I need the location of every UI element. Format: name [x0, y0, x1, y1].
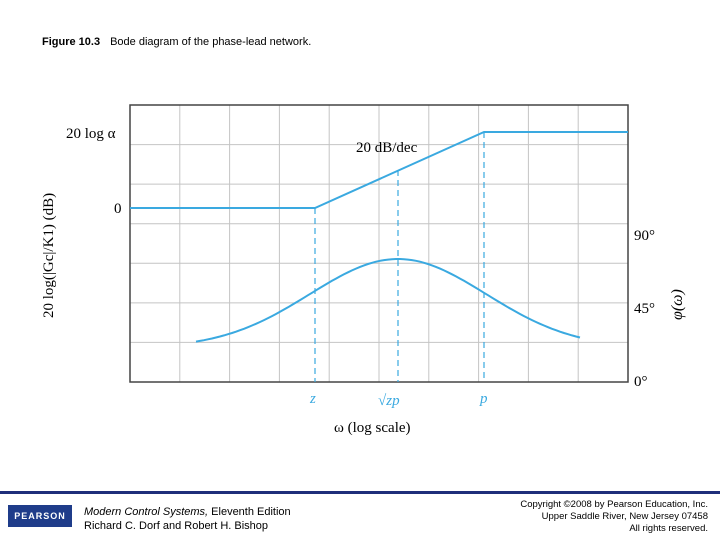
book-authors: Richard C. Dorf and Robert H. Bishop	[84, 520, 269, 532]
caption-label: Figure 10.3	[42, 36, 101, 48]
book-edition: Eleventh Edition	[208, 506, 291, 518]
marker-sqrtzp-label: √zp	[378, 393, 400, 409]
book-credit	[84, 505, 291, 533]
copyright-notice	[520, 499, 708, 535]
copyright-line: Copyright ©2008 by Pearson Education, Inc.	[520, 499, 708, 510]
label-90-deg: 90°	[634, 228, 655, 244]
right-axis-title: φ(ω)	[669, 289, 686, 320]
book-title: Modern Control Systems,	[84, 506, 209, 518]
label-0-deg: 0°	[634, 374, 648, 390]
marker-p-label: p	[480, 391, 488, 407]
label-zero-db: 0	[114, 201, 122, 217]
slope-label: 20 dB/dec	[356, 140, 418, 156]
footer-divider	[0, 491, 720, 494]
caption-text: Bode diagram of the phase-lead network.	[110, 36, 312, 48]
left-axis-title: 20 log(|Gc|/K1) (dB)	[41, 192, 57, 318]
label-20-log-alpha: 20 log α	[66, 126, 116, 142]
pearson-logo: PEARSON	[8, 505, 72, 527]
marker-z-label: z	[310, 391, 316, 407]
copyright-line: Upper Saddle River, New Jersey 07458	[541, 511, 708, 522]
copyright-line: All rights reserved.	[629, 523, 708, 534]
label-45-deg: 45°	[634, 301, 655, 317]
x-axis-title: ω (log scale)	[334, 420, 411, 436]
